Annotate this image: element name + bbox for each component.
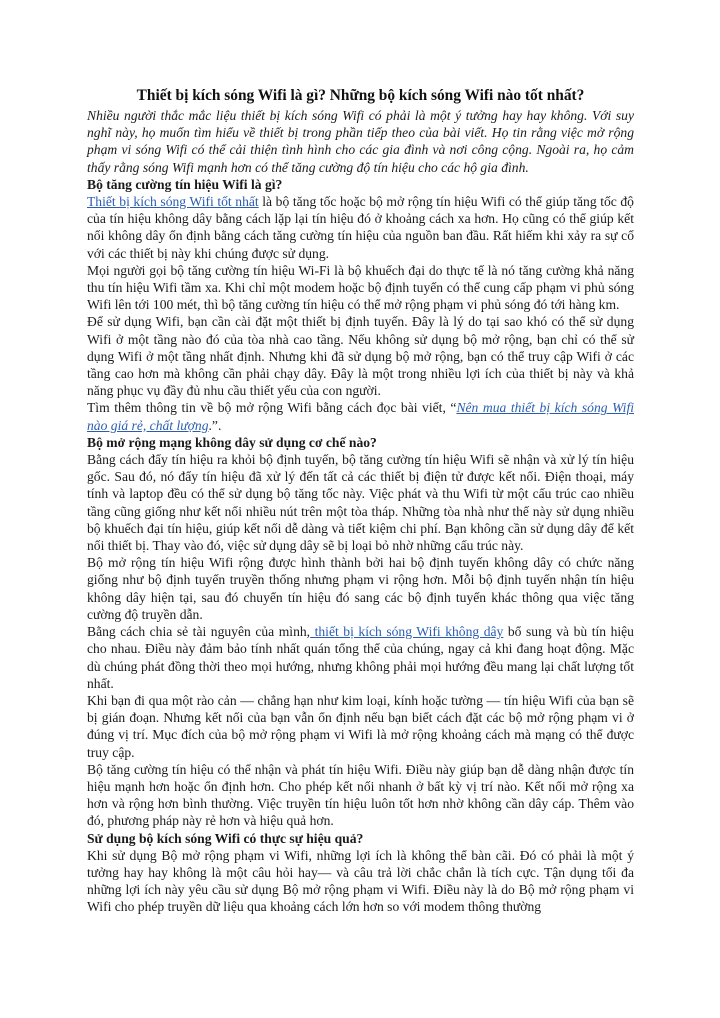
- paragraph-text: Bằng cách chia sẻ tài nguyên của mình,: [87, 624, 311, 640]
- paragraph-text: bổ sung và bù tín hiệu cho nhau. Điều này đảm bảo tính nhất quán tổng thể của chúng, ngay cả khi đang hoạt động. Mặc dù chúng phát đồng thời theo mọi hướng, nhưng không phải mọi hướng đều mang lại chất lượng tốt nhất.: [87, 624, 634, 691]
- paragraph-text: Tìm thêm thông tin về bộ mở rộng Wifi bằng cách đọc bài viết, “: [87, 400, 457, 416]
- paragraph: Để sử dụng Wifi, bạn cần cài đặt một thiết bị định tuyến. Đây là lý do tại sao khó có thể sử dụng Wifi ở một tầng nào đó của tòa nhà cao tầng. Nếu không sử dụng bộ mở rộng, bạn chỉ có thể sử dụng Wifi ở một tầng nhất định. Nhưng khi đã sử dụng bộ mở rộng, bạn có thể truy cập Wifi ở các tầng cao hơn mà không cần phải chạy dây. Đây là một trong nhiều lợi ích của thiết bị này và khả năng phục vụ đầy đủ nhu cầu thiết yếu của con người.: [87, 314, 634, 399]
- cheap-quality-extender-link[interactable]: Nên mua thiết bị kích sóng Wifi nào giá rẻ, chất lượng: [87, 400, 634, 433]
- paragraph: [87, 399, 634, 433]
- paragraph-text: là bộ tăng tốc hoặc bộ mở rộng tín hiệu Wifi có thể giúp tăng tốc độ của tín hiệu không dây bằng cách lặp lại tín hiệu đó ở khoảng cách xa hơn. Họ cũng có thể giúp kết nối không dây ổn định bằng cách tăng cường tín hiệu của nguồn ban đầu. Rất hiếm khi xảy ra sự cố với các thiết bị này khi chúng được sử dụng.: [87, 194, 634, 261]
- wireless-extender-link[interactable]: thiết bị kích sóng Wifi không dây: [310, 624, 504, 640]
- paragraph: Bộ tăng cường tín hiệu có thể nhận và phát tín hiệu Wifi. Điều này giúp bạn dễ dàng nhận được tín hiệu mạnh hơn hoặc ổn định hơn. Cho phép kết nối nhanh ở bất kỳ vị trí nào. Kết nối mở rộng xa hơn và rộng hơn bình thường. Việc truyền tín hiệu luôn tốt hơn nhờ không cần dây cáp. Thêm vào đó, phương pháp này rẻ hơn và hiệu quả hơn.: [87, 761, 634, 829]
- intro-paragraph: Nhiều người thắc mắc liệu thiết bị kích sóng Wifi có phải là một ý tưởng hay hay không. Với suy nghĩ này, họ muốn tìm hiểu về thiết bị trong phần tiếp theo của bài viết. Họ tin rằng việc mở rộng phạm vi sóng Wifi có thể cải thiện tình hình cho các gia đình và nơi công cộng. Ngoài ra, họ cảm thấy rằng sóng Wifi mạnh hơn có thể tăng cường độ tín hiệu cho các hộ gia đình.: [87, 108, 634, 175]
- paragraph: Khi bạn đi qua một rào cản — chẳng hạn như kim loại, kính hoặc tường — tín hiệu Wifi của bạn sẽ bị gián đoạn. Nhưng kết nối của bạn vẫn ổn định nếu bạn biết cách đặt các bộ mở rộng phạm vi ở đúng vị trí. Mục đích của bộ mở rộng phạm vi Wifi là mở rộng khoảng cách mà mạng có thể được truy cập.: [87, 692, 634, 760]
- paragraph-text: .”.: [208, 417, 222, 433]
- paragraph: [87, 193, 634, 262]
- paragraph: Bộ mở rộng tín hiệu Wifi rộng được hình thành bởi hai bộ định tuyến không dây có chức năng giống như bộ định tuyến truyền thống nhưng phạm vi rộng hơn. Mỗi bộ định tuyến nhận tín hiệu không dây hiện tại, sau đó chuyển tín hiệu đó sang các bộ định tuyến khác thông qua việc tăng cường độ truyền dẫn.: [87, 555, 634, 622]
- paragraph: Khi sử dụng Bộ mở rộng phạm vi Wifi, những lợi ích là không thể bàn cãi. Đó có phải là một ý tưởng hay hay không là một câu hỏi hay— và câu trả lời chắc chắn là tích cực. Tận dụng tối đa những lợi ích này yêu cầu sử dụng Bộ mở rộng phạm vi Wifi. Điều này là do Bộ mở rộng phạm vi Wifi cho phép truyền dữ liệu qua khoảng cách lớn hơn so với modem thông thường: [87, 847, 634, 915]
- section-heading-effectiveness: Sử dụng bộ kích sóng Wifi có thực sự hiệu quả?: [87, 830, 364, 846]
- paragraph: Mọi người gọi bộ tăng cường tín hiệu Wi-Fi là bộ khuếch đại do thực tế là nó tăng cường khả năng thu tín hiệu Wifi tầm xa. Khi chỉ một modem hoặc bộ định tuyến có thể cung cấp phạm vi phủ sóng Wifi lên tới 100 mét, thì bộ tăng cường tín hiệu có thể mở rộng phạm vi phủ sóng đó tới hàng km.: [87, 262, 634, 313]
- section-heading-what-is-booster: Bộ tăng cường tín hiệu Wifi là gì?: [87, 176, 283, 192]
- document-page: [87, 86, 634, 916]
- paragraph: Bằng cách đẩy tín hiệu ra khỏi bộ định tuyến, bộ tăng cường tín hiệu Wifi sẽ nhận và xử lý tín hiệu gốc. Sau đó, nó đẩy tín hiệu đã xử lý đến tất cả các thiết bị điện tử được kết nối. Điện thoại, máy tính và laptop đều có thể sử dụng bộ tăng tốc này. Việc phát và thu Wifi từ một cấu trúc cao nhiều tầng cũng giống như kết nối nhiều nút trên một tòa tháp. Những tòa nhà như thế này sử dụng nhiều bộ khuếch đại tín hiệu, giúp kết nối dễ dàng và tiết kiệm chi phí. Bạn không cần sử dụng dây để kết nối thiết bị. Thay vào đó, việc sử dụng dây sẽ bị loại bỏ nhờ những cấu trúc này.: [87, 452, 634, 554]
- paragraph: [87, 623, 634, 692]
- document-title: Thiết bị kích sóng Wifi là gì? Những bộ kích sóng Wifi nào tốt nhất?: [136, 87, 585, 104]
- best-wifi-extender-link[interactable]: Thiết bị kích sóng Wifi tốt nhất: [87, 194, 259, 210]
- section-heading-mechanism: Bộ mở rộng mạng không dây sử dụng cơ chế nào?: [87, 434, 377, 450]
